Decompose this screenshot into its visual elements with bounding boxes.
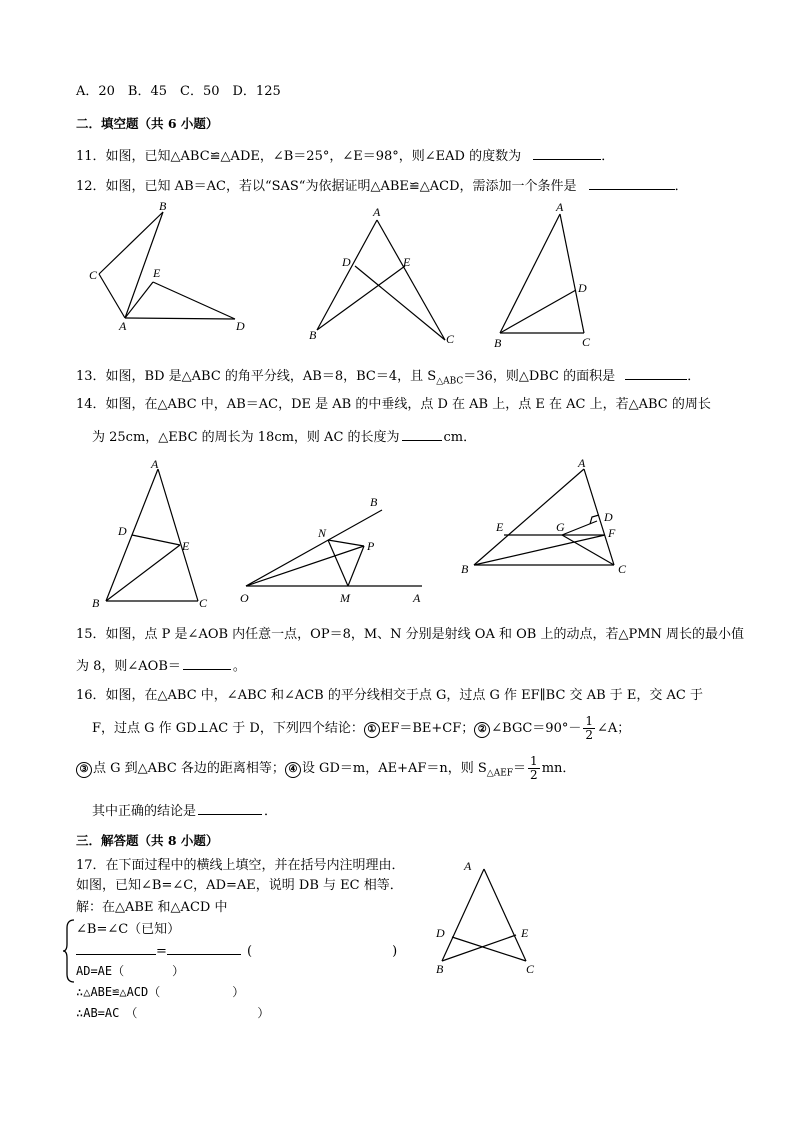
label-C: C xyxy=(618,562,627,576)
system-brace xyxy=(62,918,76,984)
label-B: B xyxy=(159,199,167,213)
figure-q16 xyxy=(458,455,638,580)
q15-text: 为 8，则∠AOB＝ xyxy=(76,659,181,674)
q12-end: ． xyxy=(674,179,688,194)
label-D: D xyxy=(236,319,245,333)
q14-answer-blank[interactable] xyxy=(402,427,442,441)
fraction-half xyxy=(583,715,595,742)
q12-text: 12．如图，已知 AB＝AC，若以“SAS“为依据证明△ABE≌△ACD，需添加一个条件是 xyxy=(76,179,577,194)
q13-subscript: △ABC xyxy=(436,376,464,387)
label-D: D xyxy=(578,281,587,295)
q17-given-2 xyxy=(76,941,397,961)
q16-line1: 16．如图，在△ABC 中，∠ABC 和∠ACB 的平分线相交于点 G，过点 G 作 EF∥BC 交 AB 于 E，交 AC 于 xyxy=(76,688,703,703)
q16-claim-2-end: ∠A； xyxy=(596,721,631,736)
q17-blank-b[interactable] xyxy=(167,941,241,955)
circled-three: ③ xyxy=(76,762,92,778)
label-E: E xyxy=(496,520,504,534)
figure-q11 xyxy=(85,200,260,335)
options-line: A．20 B．45 C．50 D．125 xyxy=(76,84,281,99)
q16-line2 xyxy=(92,714,630,744)
q17-blank-a[interactable] xyxy=(76,941,156,955)
q17-line1: 17．在下面过程中的横线上填空，并在括号内注明理由． xyxy=(76,858,405,873)
q14-unit: cm． xyxy=(443,430,477,445)
q16-eq: ＝ xyxy=(513,761,527,776)
q16-claim-2: ∠BGC＝90°－ xyxy=(491,721,582,736)
label-P: P xyxy=(367,539,375,553)
q17-given-3: AD=AE（ ） xyxy=(76,964,185,978)
frac-num: 1 xyxy=(585,714,593,728)
label-A: A xyxy=(578,456,586,470)
q11-end: ． xyxy=(601,149,615,164)
question-12 xyxy=(76,176,688,196)
label-B: B xyxy=(436,962,444,976)
q12-answer-blank[interactable] xyxy=(589,176,675,190)
label-G: G xyxy=(556,520,565,534)
label-C: C xyxy=(199,596,208,610)
label-F: F xyxy=(608,526,616,540)
q14-line2 xyxy=(92,427,476,447)
label-D: D xyxy=(436,926,445,940)
label-E: E xyxy=(182,539,190,553)
q13-answer-blank[interactable] xyxy=(625,366,687,380)
q17-line3: 解：在△ABE 和△ACD 中 xyxy=(76,900,228,915)
q16-claim-1: EF＝BE+CF； xyxy=(380,721,475,736)
fraction-half-2 xyxy=(528,755,540,782)
label-C: C xyxy=(526,962,535,976)
label-O: O xyxy=(240,591,249,605)
label-B: B xyxy=(461,562,469,576)
figure-q12 xyxy=(305,200,465,350)
label-N: N xyxy=(318,526,327,540)
q17-eq: = xyxy=(156,944,167,959)
label-E: E xyxy=(153,266,161,280)
label-B: B xyxy=(92,596,100,610)
q13-text-mid: ＝36，则△DBC 的面积是 xyxy=(463,369,616,384)
q16-end: ． xyxy=(264,804,278,819)
figure-q14 xyxy=(88,455,218,615)
label-A: A xyxy=(413,591,421,605)
q17-conclusion-1: ∴△ABE≌△ACD（ ） xyxy=(76,985,245,999)
figure-q13 xyxy=(490,200,610,350)
q15-end: 。 xyxy=(232,659,246,674)
q15-line2 xyxy=(76,656,246,676)
q13-text: 13．如图，BD 是△ABC 的角平分线，AB＝8，BC＝4，且 S xyxy=(76,369,437,384)
question-11 xyxy=(76,146,614,166)
label-A: A xyxy=(464,859,472,873)
label-D: D xyxy=(604,510,613,524)
q11-answer-blank[interactable] xyxy=(533,146,601,160)
frac-den: 2 xyxy=(585,728,593,742)
q17-given-1: ∠B=∠C（已知） xyxy=(76,922,181,937)
q11-text: 11．如图，已知△ABC≌△ADE，∠B＝25°，∠E＝98°，则∠EAD 的度数为 xyxy=(76,149,522,164)
label-B: B xyxy=(309,328,317,342)
q16-text: F，过点 G 作 GD⊥AC 于 D，下列四个结论： xyxy=(92,721,364,736)
circled-four: ④ xyxy=(285,762,301,778)
frac2-num: 1 xyxy=(530,754,538,768)
q16-claim-4-end: mn． xyxy=(541,761,576,776)
label-A: A xyxy=(373,205,381,219)
q17-conclusion-2: ∴AB=AC （ ） xyxy=(76,1006,270,1020)
circled-one: ① xyxy=(364,722,380,738)
label-E: E xyxy=(521,926,529,940)
label-A: A xyxy=(151,457,159,471)
label-C: C xyxy=(446,332,455,346)
q16-subscript: △AEF xyxy=(486,768,514,779)
question-13 xyxy=(76,366,700,391)
label-B: B xyxy=(494,336,502,350)
q14-text: 为 25cm，△EBC 的周长为 18cm，则 AC 的长度为 xyxy=(92,430,400,445)
q14-line1: 14．如图，在△ABC 中，AB＝AC，DE 是 AB 的中垂线，点 D 在 AB 上，点 E 在 AC 上，若△ABC 的周长 xyxy=(76,397,711,412)
label-C: C xyxy=(89,268,98,282)
q17-line2: 如图，已知∠B=∠C，AD=AE，说明 DB 与 EC 相等． xyxy=(76,878,403,893)
circled-two: ② xyxy=(474,722,490,738)
q17-paren-right: ) xyxy=(392,944,398,959)
label-M: M xyxy=(340,591,350,605)
label-D: D xyxy=(342,255,351,269)
q17-paren-left: ( xyxy=(247,944,253,959)
q16-answer-blank[interactable] xyxy=(198,801,262,815)
q13-end: ． xyxy=(687,369,701,384)
q16-claim-4: 设 GD＝m，AE+AF＝n，则 S xyxy=(301,761,487,776)
label-B: B xyxy=(370,495,378,509)
label-C: C xyxy=(582,335,591,349)
section-fill-in-title: 二．填空题（共 6 小题） xyxy=(76,116,219,131)
figure-q17 xyxy=(428,855,548,980)
label-A: A xyxy=(119,319,127,333)
q16-claim-3: 点 G 到△ABC 各边的距离相等； xyxy=(93,761,285,776)
q16-conclusion-text: 其中正确的结论是 xyxy=(92,804,197,819)
q16-line3 xyxy=(76,754,575,789)
label-A: A xyxy=(556,200,564,214)
label-D: D xyxy=(118,524,127,538)
q16-line4 xyxy=(92,801,277,821)
figure-q15 xyxy=(238,490,438,608)
frac2-den: 2 xyxy=(530,768,538,782)
q15-line1: 15．如图，点 P 是∠AOB 内任意一点，OP＝8，M、N 分别是射线 OA 和 OB 上的动点，若△PMN 周长的最小值 xyxy=(76,627,745,642)
q15-answer-blank[interactable] xyxy=(183,656,231,670)
label-E: E xyxy=(403,255,411,269)
section-answer-title: 三．解答题（共 8 小题） xyxy=(76,833,219,848)
